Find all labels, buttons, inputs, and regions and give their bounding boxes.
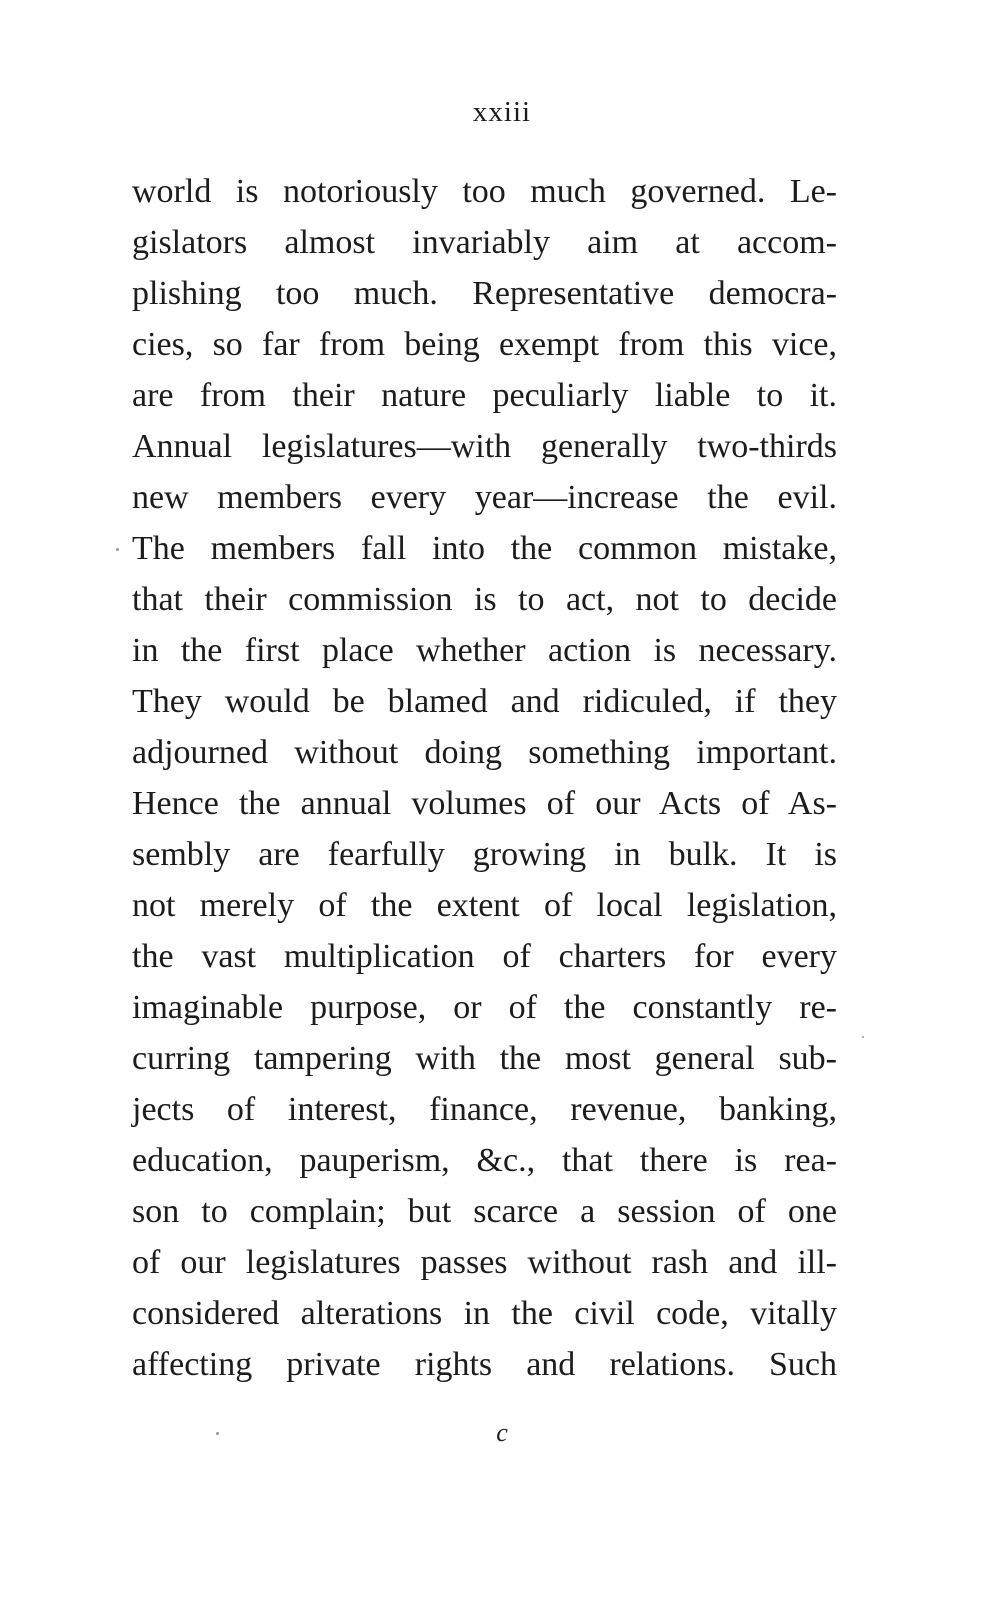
- text-line: plishing too much. Representative democra-: [132, 275, 837, 312]
- text-line: gislators almost invariably aim at accom-: [132, 224, 837, 261]
- text-line: curring tampering with the most general sub-: [132, 1040, 837, 1077]
- text-line: The members fall into the common mistake,: [132, 530, 837, 567]
- signature-mark: c: [496, 1418, 508, 1447]
- scan-speck: [862, 1036, 864, 1038]
- scan-speck: [116, 548, 119, 551]
- body-text: [132, 166, 837, 1390]
- text-line: education, pauperism, &c., that there is rea-: [132, 1142, 837, 1179]
- text-line: cies, so far from being exempt from this vice,: [132, 326, 837, 363]
- text-line: adjourned without doing something important.: [132, 734, 837, 771]
- text-line: are from their nature peculiarly liable to it.: [132, 377, 837, 414]
- text-line: affecting private rights and relations. Such: [132, 1346, 837, 1383]
- text-line: Hence the annual volumes of our Acts of As-: [132, 785, 837, 822]
- page-number-header: xxiii: [472, 96, 532, 128]
- text-line: They would be blamed and ridiculed, if they: [132, 683, 837, 720]
- text-line: considered alterations in the civil code, vitally: [132, 1295, 837, 1332]
- text-line: that their commission is to act, not to decide: [132, 581, 837, 618]
- text-line: not merely of the extent of local legislation,: [132, 887, 837, 924]
- text-line: new members every year—increase the evil.: [132, 479, 837, 516]
- scan-speck: [216, 1432, 219, 1435]
- text-line: Annual legislatures—with generally two-thirds: [132, 428, 837, 465]
- text-line: sembly are fearfully growing in bulk. It is: [132, 836, 837, 873]
- text-line: in the first place whether action is necessary.: [132, 632, 837, 669]
- text-line: son to complain; but scarce a session of one: [132, 1193, 837, 1230]
- text-line: imaginable purpose, or of the constantly re-: [132, 989, 837, 1026]
- text-line: of our legislatures passes without rash and ill-: [132, 1244, 837, 1281]
- text-line: world is notoriously too much governed. Le-: [132, 173, 837, 210]
- text-line: the vast multiplication of charters for every: [132, 938, 837, 975]
- text-line: jects of interest, finance, revenue, banking,: [132, 1091, 837, 1128]
